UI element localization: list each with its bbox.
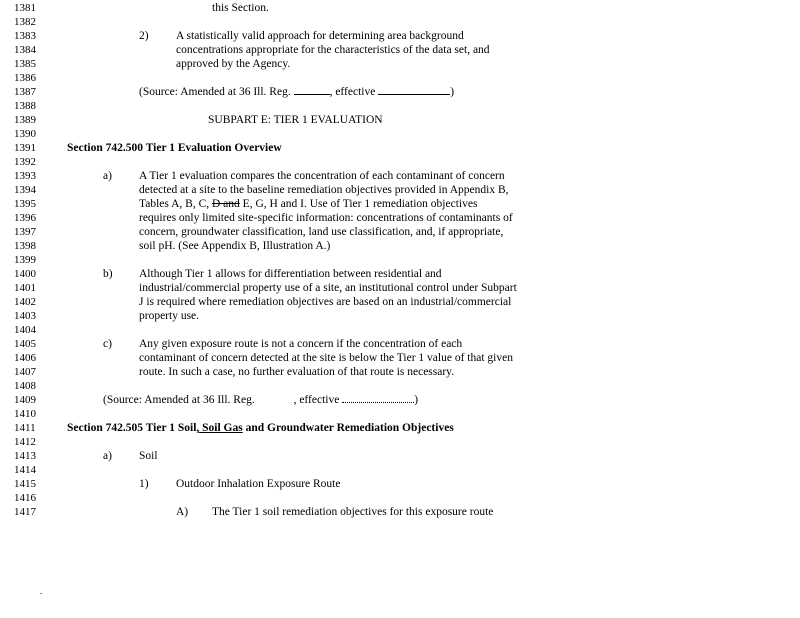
line-1387: [0, 85, 800, 99]
struck-text: D and: [212, 198, 240, 210]
line-number: 1389: [14, 114, 36, 126]
line-1409: [0, 393, 800, 407]
line-text: Outdoor Inhalation Exposure Route: [176, 478, 341, 490]
line-1411: [0, 421, 800, 435]
line-1389: [0, 113, 800, 127]
line-number: 1413: [14, 450, 36, 462]
line-text: route. In such a case, no further evaluation of that route is necessary.: [139, 366, 455, 378]
line-text: contaminant of concern detected at the site is below the Tier 1 value of that given: [139, 352, 513, 364]
line-1405: [0, 337, 800, 351]
line-1416: [0, 491, 800, 505]
item-label: 2): [139, 30, 149, 42]
line-1408: [0, 379, 800, 393]
text-post: E, G, H and I. Use of Tier 1 remediation objectives: [239, 198, 478, 210]
line-text: Although Tier 1 allows for differentiation between residential and: [139, 268, 442, 280]
line-number: 1403: [14, 310, 36, 322]
source-prefix: (Source: Amended at 36 Ill. Reg.: [103, 394, 255, 406]
line-1415: [0, 477, 800, 491]
line-1391: [0, 141, 800, 155]
line-number: 1416: [14, 492, 36, 504]
line-number: 1390: [14, 128, 36, 140]
line-number: 1387: [14, 86, 36, 98]
source-prefix: (Source: Amended at 36 Ill. Reg.: [139, 86, 291, 98]
line-number: 1394: [14, 184, 36, 196]
source-mid: , effective: [329, 86, 376, 98]
line-1397: [0, 225, 800, 239]
item-label: 1): [139, 478, 149, 490]
line-1403: [0, 309, 800, 323]
line-1390: [0, 127, 800, 141]
line-1394: [0, 183, 800, 197]
line-number: 1407: [14, 366, 36, 378]
heading-post: and Groundwater Remediation Objectives: [242, 422, 454, 434]
line-1410: [0, 407, 800, 421]
subpart-heading: SUBPART E: TIER 1 EVALUATION: [208, 114, 383, 126]
line-number: 1396: [14, 212, 36, 224]
line-number: 1383: [14, 30, 36, 42]
line-text: concentrations appropriate for the characteristics of the data set, and: [176, 44, 490, 56]
source-mid: , effective: [293, 394, 340, 406]
line-number: 1398: [14, 240, 36, 252]
line-number: 1402: [14, 296, 36, 308]
source-end: ): [450, 86, 455, 98]
line-number: 1405: [14, 338, 36, 350]
line-1402: [0, 295, 800, 309]
line-1382: [0, 15, 800, 29]
line-number: 1386: [14, 72, 36, 84]
effective-blank: [378, 85, 450, 95]
line-number: 1400: [14, 268, 36, 280]
line-text: this Section.: [212, 2, 269, 14]
line-number: 1408: [14, 380, 36, 392]
source-end: ): [414, 394, 419, 406]
line-1383: [0, 29, 800, 43]
item-label: b): [103, 268, 113, 280]
line-number: 1399: [14, 254, 36, 266]
line-number: 1409: [14, 394, 36, 406]
effective-blank: [342, 393, 414, 403]
line-1412: [0, 435, 800, 449]
footer-mark: .: [40, 586, 43, 596]
line-1414: [0, 463, 800, 477]
line-number: 1417: [14, 506, 36, 518]
line-1386: [0, 71, 800, 85]
item-label: a): [103, 170, 112, 182]
line-number: 1410: [14, 408, 36, 420]
line-text: property use.: [139, 310, 200, 322]
line-text: requires only limited site-specific information: concentrations of contaminants of: [139, 212, 513, 224]
line-text: J is required where remediation objectives are based on an industrial/commercial: [139, 296, 512, 308]
line-1384: [0, 43, 800, 57]
line-number: 1384: [14, 44, 36, 56]
line-1413: [0, 449, 800, 463]
line-number: 1406: [14, 352, 36, 364]
line-number: 1412: [14, 436, 36, 448]
line-number: 1388: [14, 100, 36, 112]
item-label: a): [103, 450, 112, 462]
line-1392: [0, 155, 800, 169]
line-text: soil pH. (See Appendix B, Illustration A.): [139, 240, 331, 252]
line-1406: [0, 351, 800, 365]
line-text: concern, groundwater classification, land use classification, and, if appropriate,: [139, 226, 504, 238]
line-1396: [0, 211, 800, 225]
line-number: 1393: [14, 170, 36, 182]
line-text: Soil: [139, 450, 158, 462]
line-1398: [0, 239, 800, 253]
line-text: A statistically valid approach for determining area background: [176, 30, 464, 42]
source-note: [139, 85, 454, 99]
line-number: 1392: [14, 156, 36, 168]
line-1417: [0, 505, 800, 519]
line-number: 1395: [14, 198, 36, 210]
line-1381: [0, 1, 800, 15]
heading-pre: Section 742.505 Tier 1 Soil: [67, 422, 197, 434]
line-number: 1381: [14, 2, 36, 14]
line-number: 1404: [14, 324, 36, 336]
line-1399: [0, 253, 800, 267]
line-number: 1415: [14, 478, 36, 490]
line-1395: [0, 197, 800, 211]
line-1388: [0, 99, 800, 113]
line-number: 1397: [14, 226, 36, 238]
line-text: Any given exposure route is not a concern if the concentration of each: [139, 338, 463, 350]
line-number: 1411: [14, 422, 36, 434]
line-number: 1391: [14, 142, 36, 154]
line-number: 1385: [14, 58, 36, 70]
line-number: 1382: [14, 16, 36, 28]
section-heading: [67, 421, 454, 435]
text-pre: Tables A, B, C,: [139, 198, 212, 210]
item-label: A): [176, 506, 189, 518]
line-text: A Tier 1 evaluation compares the concentration of each contaminant of concern: [139, 170, 505, 182]
line-1404: [0, 323, 800, 337]
line-text: detected at a site to the baseline remediation objectives provided in Appendix B,: [139, 184, 509, 196]
line-text: [139, 197, 477, 211]
line-number: 1414: [14, 464, 36, 476]
inserted-text: , Soil Gas: [196, 422, 243, 434]
line-text: The Tier 1 soil remediation objectives for this exposure route: [212, 506, 494, 518]
line-text: approved by the Agency.: [176, 58, 291, 70]
line-text: industrial/commercial property use of a site, an institutional control under Subpart: [139, 282, 517, 294]
line-1393: [0, 169, 800, 183]
item-label: c): [103, 338, 112, 350]
line-1407: [0, 365, 800, 379]
line-1385: [0, 57, 800, 71]
line-1400: [0, 267, 800, 281]
source-note: [103, 393, 418, 407]
line-1401: [0, 281, 800, 295]
line-number: 1401: [14, 282, 36, 294]
section-heading: Section 742.500 Tier 1 Evaluation Overview: [67, 142, 282, 154]
reg-blank: [294, 85, 330, 95]
